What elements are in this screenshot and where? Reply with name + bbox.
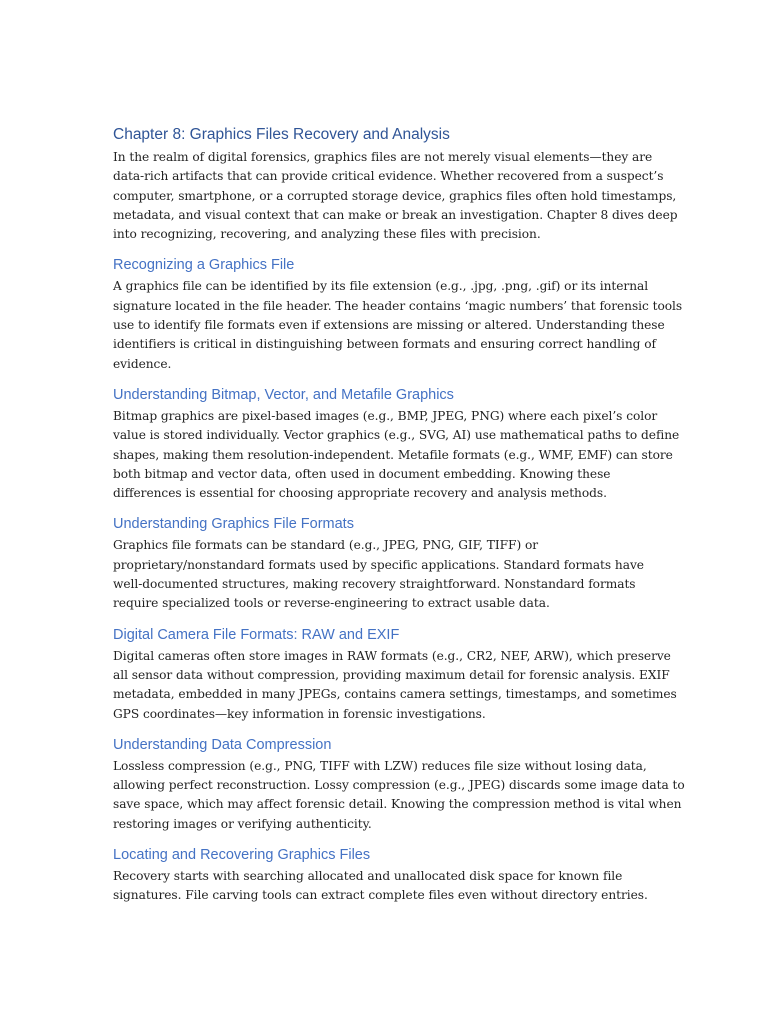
- section-paragraph: [113, 277, 683, 373]
- section-graphics-file-formats: [113, 514, 658, 613]
- chapter-title: Chapter 8: Graphics Files Recovery and Analysis: [113, 126, 450, 143]
- text-line: into recognizing, recovering, and analyzing these files with precision.: [113, 227, 541, 242]
- section-paragraph: [113, 536, 658, 613]
- section-paragraph: [113, 867, 658, 906]
- text-line: both bitmap and vector data, often used in document embedding. Knowing these: [113, 466, 611, 481]
- section-paragraph: [113, 647, 677, 724]
- text-line: Digital cameras often store images in RAW formats (e.g., CR2, NEF, ARW), which preserve: [113, 648, 671, 663]
- text-line: signature located in the file header. The header contains ‘magic numbers’ that forensic tools: [113, 298, 683, 313]
- text-line: signatures. File carving tools can extract complete files even without directory entries.: [113, 888, 648, 903]
- text-line: Lossless compression (e.g., PNG, TIFF with LZW) reduces file size without losing data,: [113, 758, 647, 773]
- text-line: computer, smartphone, or a corrupted storage device, graphics files often hold timestamps,: [113, 188, 677, 203]
- section-heading: Understanding Data Compression: [113, 736, 332, 753]
- text-line: evidence.: [113, 356, 172, 371]
- text-line: metadata, embedded in many JPEGs, contains camera settings, timestamps, and sometimes: [113, 687, 677, 702]
- text-line: restoring images or verifying authenticity.: [113, 816, 372, 831]
- text-line: use to identify file formats even if extensions are missing or altered. Understanding these: [113, 318, 665, 333]
- section-paragraph: [113, 757, 685, 834]
- text-line: A graphics file can be identified by its file extension (e.g., .jpg, .png, .gif) or its internal: [113, 279, 649, 294]
- text-line: metadata, and visual context that can make or break an investigation. Chapter 8 dives deep: [113, 207, 678, 222]
- section-heading: Understanding Bitmap, Vector, and Metafile Graphics: [113, 386, 454, 403]
- section-recognizing-graphics-file: [113, 255, 683, 373]
- section-heading: Recognizing a Graphics File: [113, 257, 295, 274]
- section-data-compression: [113, 735, 685, 834]
- text-line: identifiers is critical in distinguishing between formats and ensuring correct handling of: [113, 337, 656, 352]
- text-line: Bitmap graphics are pixel-based images (e.g., BMP, JPEG, PNG) where each pixel’s color: [113, 408, 658, 423]
- text-line: all sensor data without compression, providing maximum detail for forensic analysis. EXIF: [113, 667, 670, 682]
- intro-paragraph: [113, 148, 678, 244]
- section-camera-raw-exif: [113, 625, 677, 724]
- text-line: differences is essential for choosing appropriate recovery and analysis methods.: [113, 486, 607, 501]
- section-paragraph: [113, 407, 680, 503]
- section-bitmap-vector-metafile: [113, 385, 680, 503]
- text-line: value is stored individually. Vector graphics (e.g., SVG, AI) use mathematical paths to define: [113, 428, 680, 443]
- text-line: In the realm of digital forensics, graphics files are not merely visual elements—they are: [113, 150, 653, 164]
- text-line: shapes, making them resolution-independent. Metafile formats (e.g., WMF, EMF) can store: [113, 447, 673, 462]
- text-line: data-rich artifacts that can provide critical evidence. Whether recovered from a suspect’s: [113, 169, 664, 184]
- text-line: Recovery starts with searching allocated and unallocated disk space for known file: [113, 869, 623, 884]
- text-line: GPS coordinates—key information in forensic investigations.: [113, 706, 486, 721]
- text-line: save space, which may affect forensic detail. Knowing the compression method is vital when: [113, 797, 682, 812]
- section-heading: Digital Camera File Formats: RAW and EXIF: [113, 626, 400, 643]
- text-line: well-documented structures, making recovery straightforward. Nonstandard formats: [113, 577, 636, 592]
- text-line: Graphics file formats can be standard (e.g., JPEG, PNG, GIF, TIFF) or: [113, 538, 539, 553]
- section-heading: Understanding Graphics File Formats: [113, 516, 354, 533]
- section-locating-recovering: [113, 845, 658, 906]
- text-line: allowing perfect reconstruction. Lossy compression (e.g., JPEG) discards some image data to: [113, 778, 685, 793]
- section-heading: Locating and Recovering Graphics Files: [113, 847, 371, 864]
- text-line: proprietary/nonstandard formats used by specific applications. Standard formats have: [113, 557, 644, 572]
- document-page: [113, 124, 685, 906]
- text-line: require specialized tools or reverse-engineering to extract usable data.: [113, 596, 550, 611]
